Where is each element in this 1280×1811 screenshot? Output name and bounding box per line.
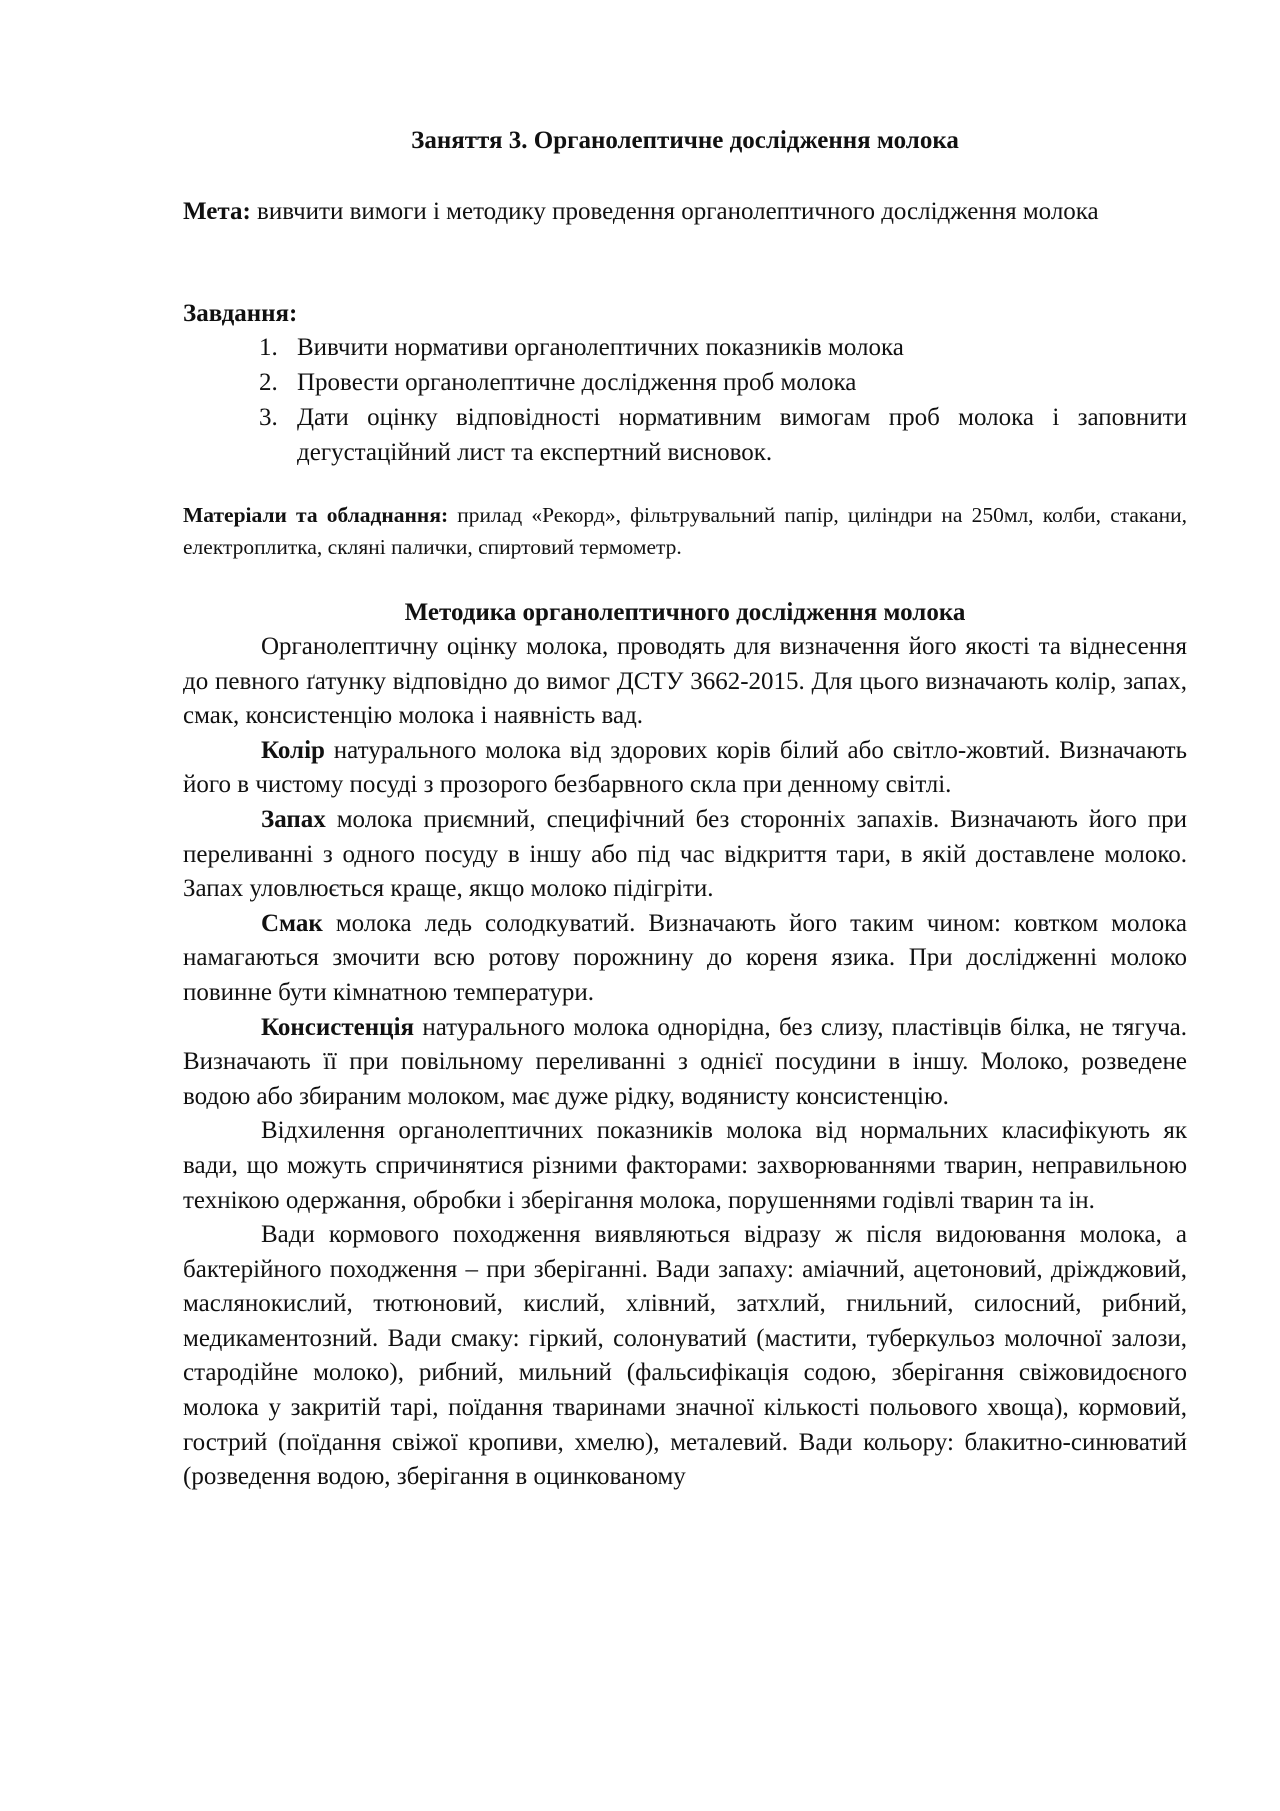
list-item-text: Провести органолептичне дослідження проб молока — [297, 369, 857, 396]
method-title: Методика органолептичного дослідження молока — [404, 599, 966, 626]
taste-text: молока ледь солодкуватий. Визначають його таким чином: ковтком молока намагаються змочити всю ротову порожнину до кореня язика. При дослідженні молоко повинне бути кімнатною температури. — [183, 909, 1187, 1006]
list-item-number: 1. — [259, 334, 278, 361]
defects-paragraph: Вади кормового походження виявляються відразу ж після видоювання молока, а бактерійного походження – при зберіганні. Вади запаху: аміачний, ацетоновий, дріжджовий, маслянокислий, тютюновий, кислий, хлівний, затхлий, гнильний, силосний, рибний, медикаментозний. Вади смаку: гіркий, солонуватий (мастити, туберкульоз молочної залози, стародійне молоко), рибний, мильний (фальсифікація содою, зберігання свіжовидоєного молока у закритій тарі, поїдання тваринами значної кількості польового хвоща), кормовий, гострий (поїдання свіжої кропиви, хмелю), металевий. Вади кольору: блакитно-синюватий (розведення водою, зберігання в оцинкованому — [183, 1221, 1187, 1491]
list-item — [183, 400, 1187, 470]
list-item — [183, 330, 1187, 365]
materials-text: прилад «Рекорд», фільтрувальний папір, циліндри на 250мл, колби, стакани, електроплитка, скляні палички, спиртовий термометр. — [183, 503, 1187, 559]
list-item-number: 2. — [259, 369, 278, 396]
smell-paragraph — [183, 803, 1187, 907]
consistency-text: натурального молока однорідна, без слизу, пластівців білка, не тягуча. Визначають її при повільному переливанні з однієї посудини в іншу. Молоко, розведене водою або збираним молоком, має дуже рідку, водянисту консистенцію. — [183, 1013, 1187, 1110]
materials-label: Матеріали та обладнання: — [183, 503, 449, 527]
tasks-list — [183, 330, 1187, 470]
smell-text: молока приємний, специфічний без сторонніх запахів. Визначають його при переливанні з одного посуду в іншу або під час відкриття тари, в якій доставлене молоко. Запах уловлюється краще, якщо молоко підігріти. — [183, 805, 1187, 903]
method-body — [183, 630, 1187, 1495]
consistency-paragraph — [183, 1011, 1187, 1115]
goal-paragraph — [183, 195, 1187, 229]
intro-paragraph: Органолептичну оцінку молока, проводять для визначення його якості та віднесення до певного ґатунку відповідно до вимог ДСТУ 3662-2015. Для цього визначають колір, запах, смак, консистенцію молока і наявність вад. — [183, 633, 1187, 730]
list-item-text: Вивчити нормативи органолептичних показників молока — [297, 334, 904, 361]
taste-label: Смак — [261, 909, 323, 937]
color-text: натурального молока від здорових корів білий або світло-жовтий. Визначають його в чистому посуді з прозорого безбарвного скла при денному світлі. — [183, 736, 1187, 799]
goal-label: Мета: — [183, 198, 251, 225]
tasks-label: Завдання: — [183, 300, 298, 327]
list-item — [183, 365, 1187, 400]
smell-label: Запах — [261, 805, 326, 833]
consistency-label: Консистенція — [261, 1013, 415, 1041]
color-label: Колір — [261, 736, 325, 764]
deviations-paragraph: Відхилення органолептичних показників молока від нормальних класифікують як вади, що можуть спричинятися різними факторами: захворюваннями тварин, неправильною технікою одержання, обробки і зберігання молока, порушеннями годівлі тварин та ін. — [183, 1117, 1187, 1214]
color-paragraph — [183, 734, 1187, 803]
lesson-title: Заняття 3. Органолептичне дослідження молока — [411, 127, 959, 154]
goal-text: вивчити вимоги і методику проведення органолептичного дослідження молока — [250, 198, 1099, 225]
list-item-text: Дати оцінку відповідності нормативним вимогам проб молока і заповнити дегустаційний лист та експертний висновок. — [297, 404, 1187, 466]
materials-paragraph — [183, 499, 1187, 563]
list-item-number: 3. — [259, 404, 278, 431]
taste-paragraph — [183, 907, 1187, 1011]
